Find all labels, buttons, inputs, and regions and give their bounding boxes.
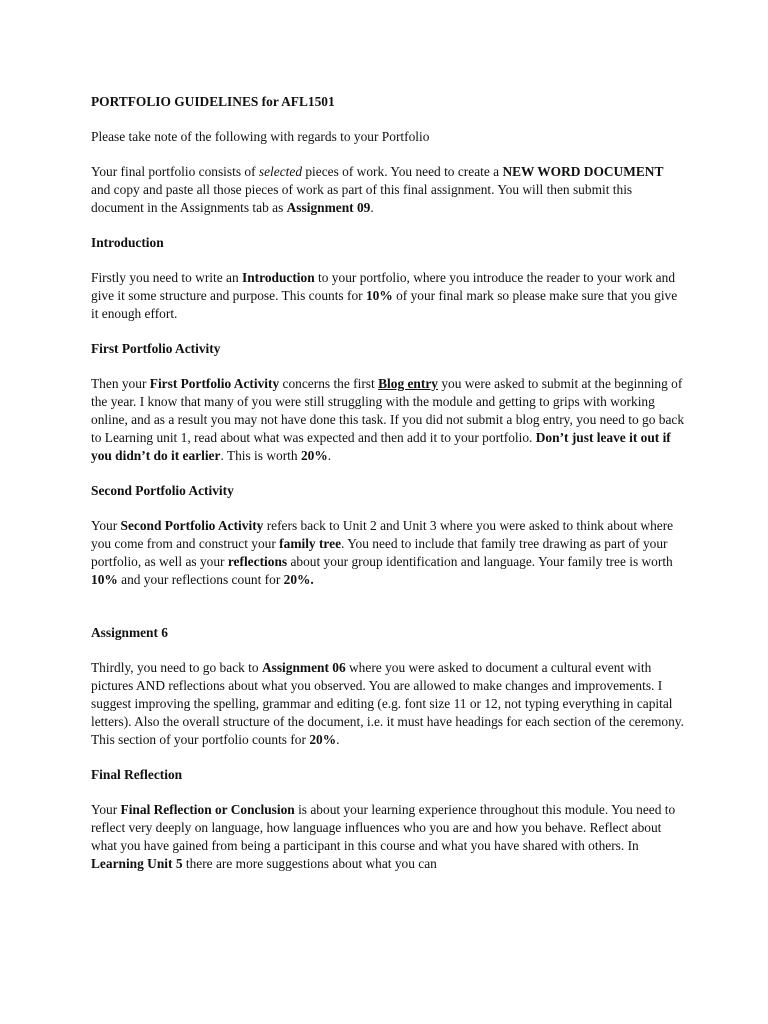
second-activity-heading: Second Portfolio Activity [91,483,234,498]
final-reflection-paragraph: Your Final Reflection or Conclusion is about your learning experience throughout this module. You need to reflect very deeply on language, how language influences who you are and how you behave. Reflect about what you have gained from being a participant in this course and what you have shared with others. In Learning Unit 5 there are more suggestions about what you can [91,802,676,871]
note-paragraph: Please take note of the following with regards to your Portfolio [91,129,430,144]
assignment6-paragraph: Thirdly, you need to go back to Assignment 06 where you were asked to document a cultural event with pictures AND reflections about what you observed. You are allowed to make changes and improvements. I suggest improving the spelling, grammar and editing (e.g. font size 11 or 12, not typing everything in capital letters). Also the overall structure of the document, i.e. it must have headings for each section of the ceremony. This section of your portfolio counts for 20%. [91,660,684,747]
introduction-paragraph: Firstly you need to write an Introduction to your portfolio, where you introduce the reader to your work and give it some structure and purpose. This counts for 10% of your final mark so please make sure that you give it enough effort. [91,270,678,321]
introduction-heading: Introduction [91,235,164,250]
second-activity-paragraph: Your Second Portfolio Activity refers back to Unit 2 and Unit 3 where you were asked to think about where you come from and construct your family tree. You need to include that family tree drawing as part of your portfolio, as well as your reflections about your group identification and language. Your family tree is worth 10% and your reflections count for 20%. [91,518,674,587]
final-reflection-heading: Final Reflection [91,767,183,782]
first-activity-paragraph: Then your First Portfolio Activity concerns the first Blog entry you were asked to submit at the beginning of the year. I know that many of you were still struggling with the module and getting to grips with working online, and as a result you may not have done this task. If you did not submit a blog entry, you need to go back to Learning unit 1, read about what was expected and then add it to your portfolio. Don’t just leave it out if you didn’t do it earlier. This is worth 20%. [91,376,685,463]
document-body [91,93,685,890]
assignment6-heading: Assignment 6 [91,625,169,640]
blank-line [91,606,685,624]
blog-entry-emphasis: Blog entry [378,376,438,391]
intro-paragraph: Your final portfolio consists of selected pieces of work. You need to create a NEW WORD DOCUMENT and copy and paste all those pieces of work as part of this final assignment. You will then submit this document in the Assignments tab as Assignment 09. [91,164,664,215]
first-activity-heading: First Portfolio Activity [91,341,221,356]
document-title: PORTFOLIO GUIDELINES for AFL1501 [91,94,335,109]
